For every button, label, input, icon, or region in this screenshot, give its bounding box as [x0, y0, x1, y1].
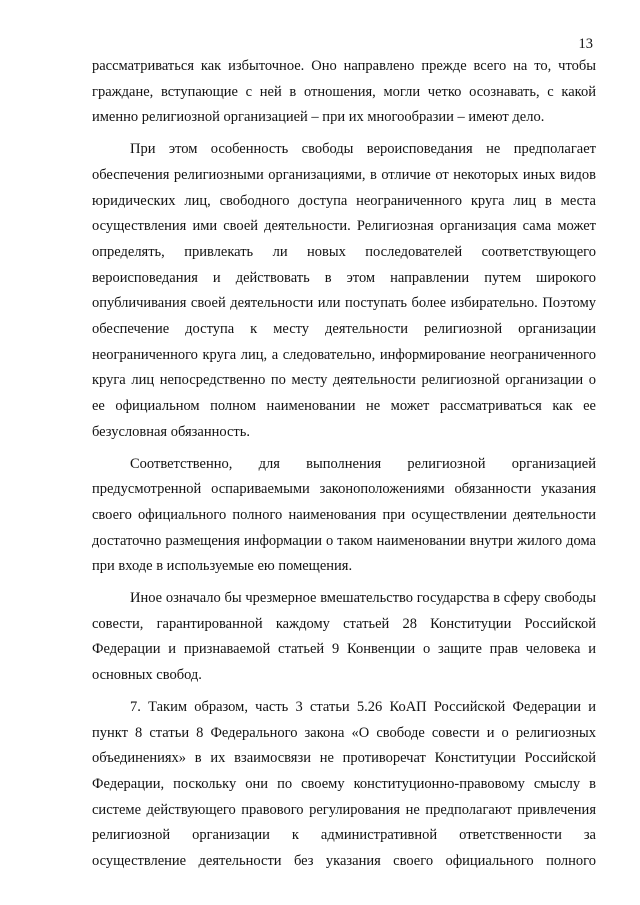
paragraph-continuation: рассматриваться как избыточное. Оно направлено прежде всего на то, чтобы граждане, вступающие с ней в отношения, могли четко осознавать, с какой именно религиозной организацией – при их многообразии – имеют дело. [92, 58, 596, 126]
paragraph-freedom-of-religion: При этом особенность свободы вероисповедания не предполагает обеспечения религиозными организациями, в отличие от некоторых иных видов юридических лиц, свободного доступа неограниченного круга лиц в места осуществления ими своей деятельности. Религиозная организация сама может определять, привлекать ли новых последователей соответствующего вероисповедания и действовать в этом направлении путем широкого опубличивания своей деятельности или поступать более избирательно. Поэтому обеспечение доступа к месту деятельности религиозной организации неограниченного круга лиц, а следовательно, информирование неограниченного круга лиц непосредственно по месту деятельности религиозной организации о ее официальном полном наименовании не может рассматриваться как ее безусловная обязанность. [92, 141, 596, 440]
paragraph-conclusion-7: 7. Таким образом, часть 3 статьи 5.26 КоАП Российской Федерации и пункт 8 статьи 8 Федерального закона «О свободе совести и о религиозных объединениях» в их взаимосвязи не противоречат Конституции Российской Федерации, поскольку они по своему конституционно-правовому смыслу в системе действующего правового регулирования не предполагают привлечения религиозной организации к административной ответственности за осуществление деятельности без указания своего официального полного [92, 698, 596, 870]
page-number: 13 [578, 36, 593, 52]
document-body [92, 54, 596, 875]
paragraph-otherwise: Иное означало бы чрезмерное вмешательство государства в сферу свободы совести, гарантированной каждому статьей 28 Конституции Российской Федерации и признаваемой статьей 9 Конвенции о защите прав человека и основных свобод. [92, 590, 596, 684]
paragraph-accordingly: Соответственно, для выполнения религиозной организацией предусмотренной оспариваемыми законоположениями обязанности указания своего официального полного наименования при осуществлении деятельности достаточно размещения информации о таком наименовании внутри жилого дома при входе в используемые ею помещения. [92, 455, 596, 575]
